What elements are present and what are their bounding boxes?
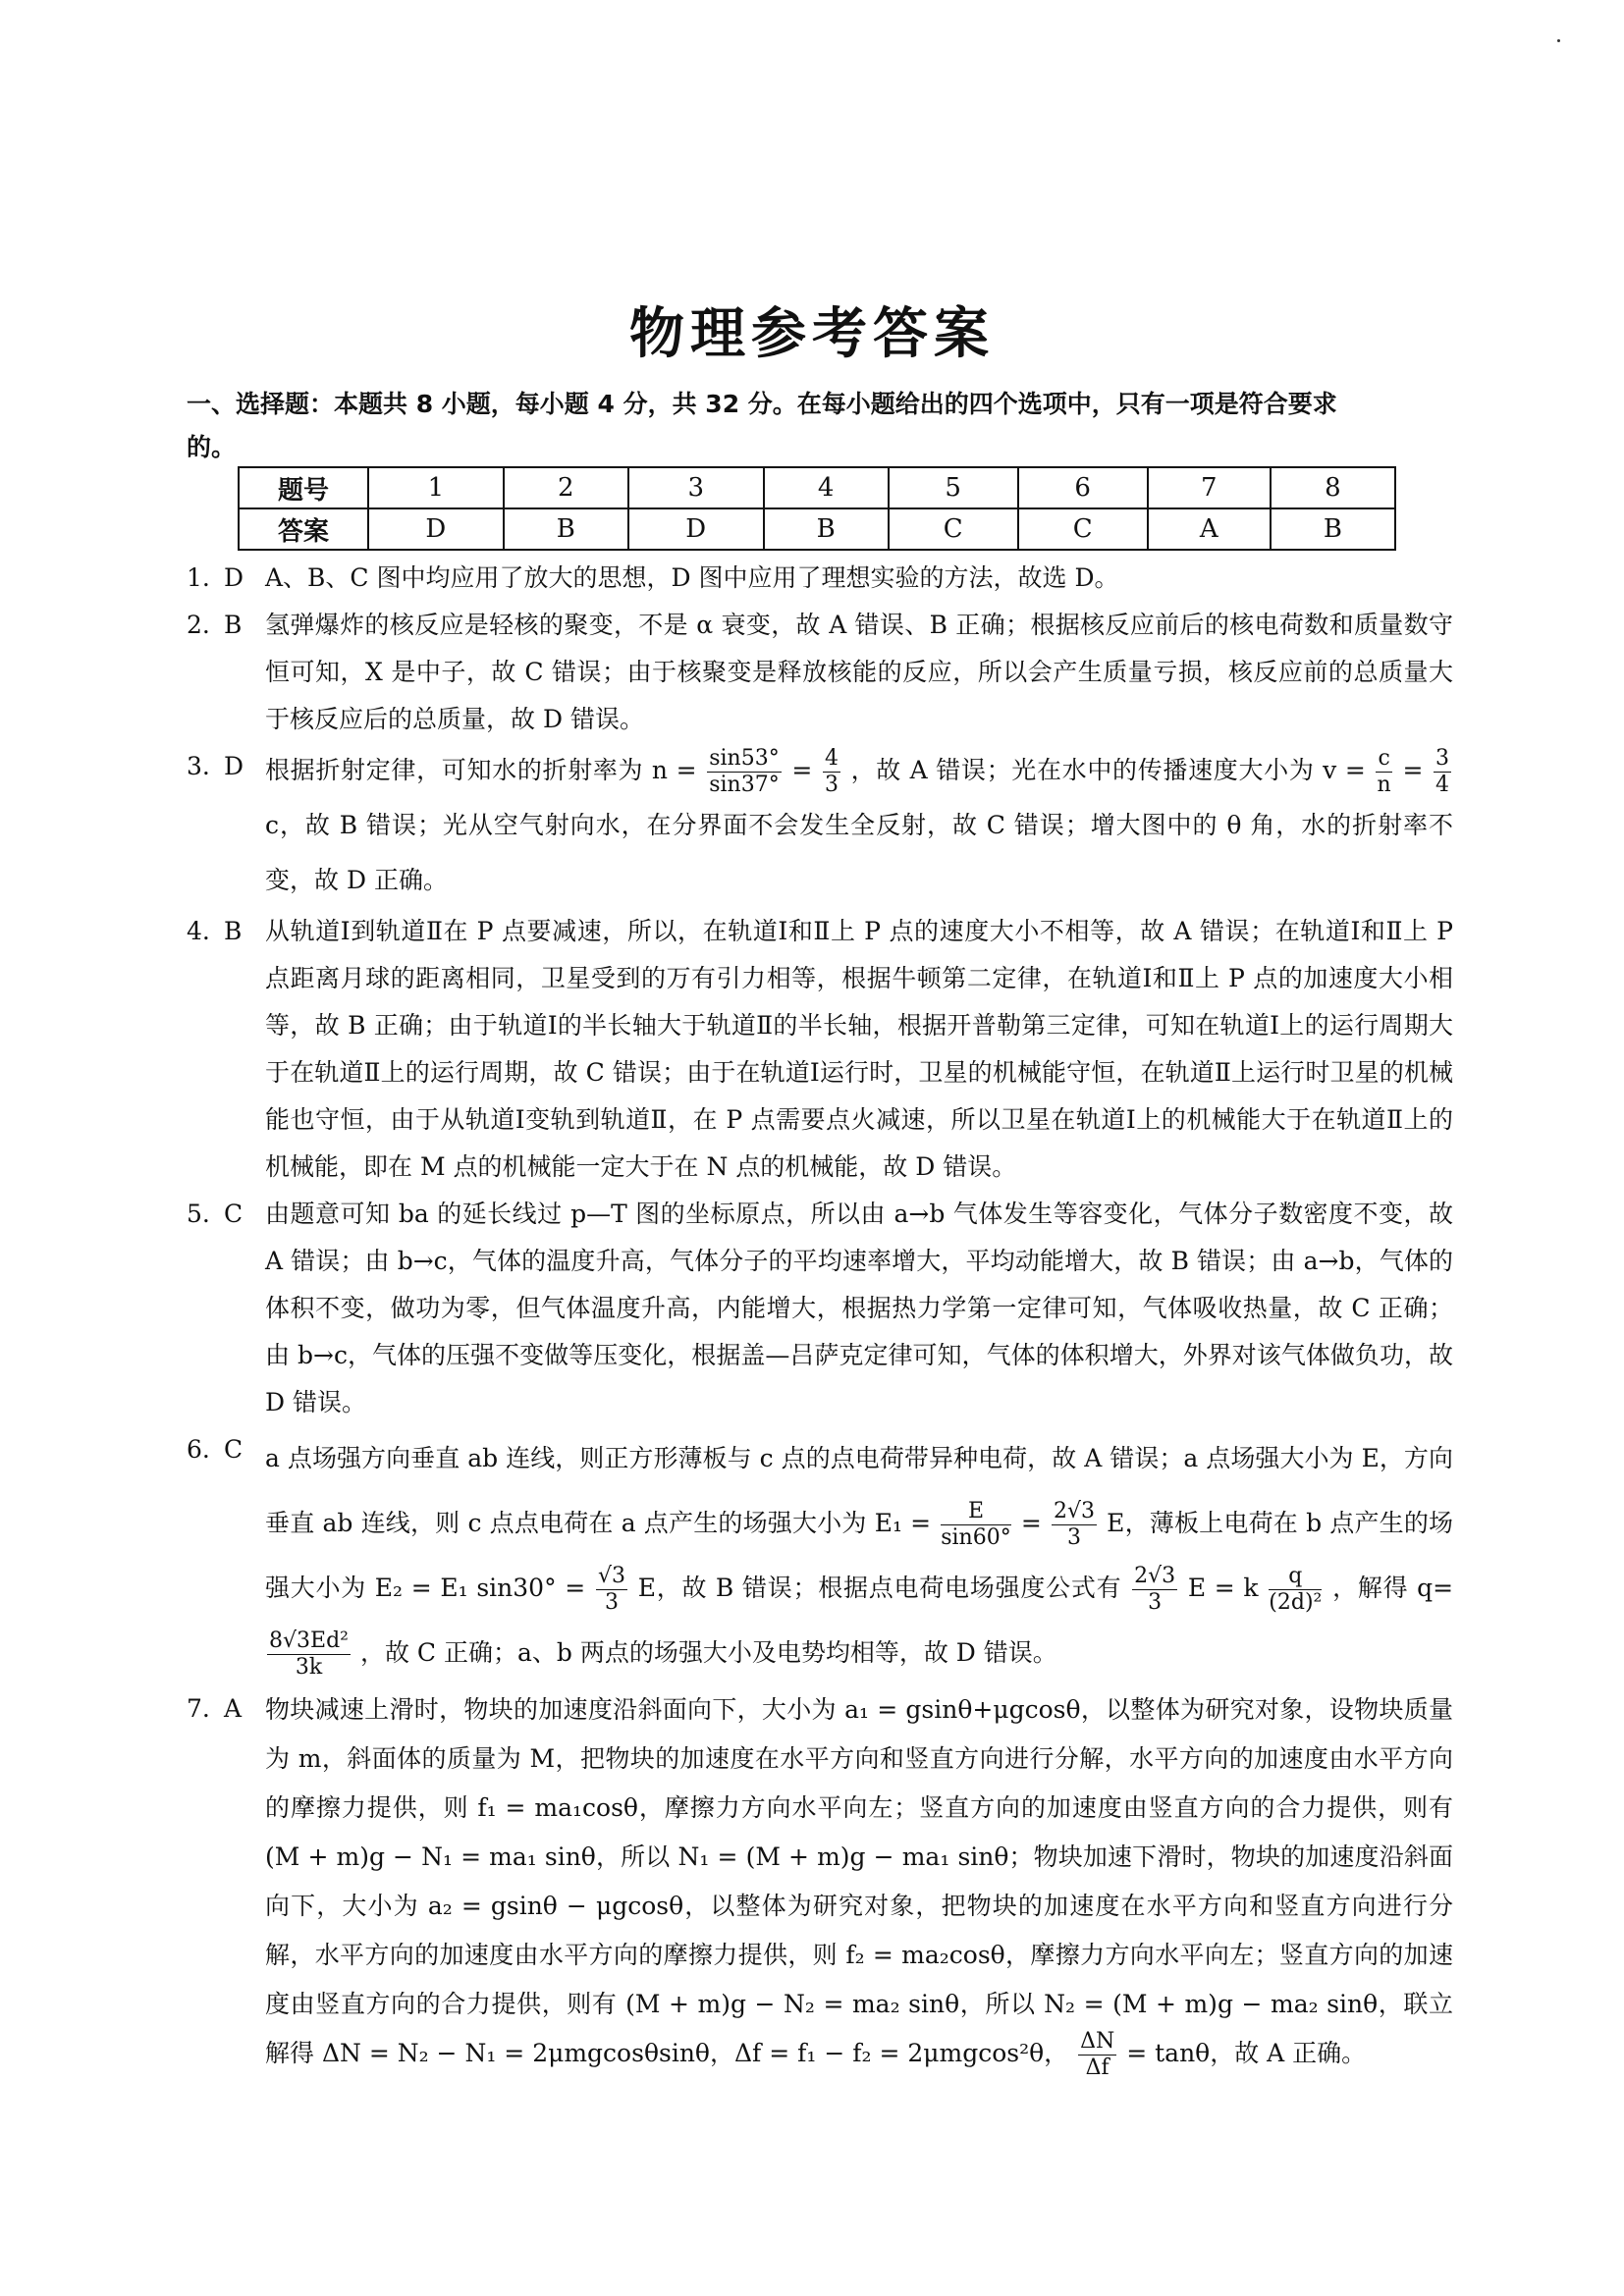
numerator: sin53° bbox=[709, 746, 780, 771]
item-number: 1. bbox=[187, 563, 210, 592]
answer-cell: B bbox=[504, 508, 628, 550]
question-number-cell: 5 bbox=[889, 467, 1018, 508]
item-answer: B bbox=[224, 611, 243, 639]
numerator: q bbox=[1269, 1564, 1322, 1590]
denominator: 3 bbox=[1148, 1590, 1163, 1615]
numerator: c bbox=[1378, 746, 1390, 771]
item-number: 5. bbox=[187, 1200, 210, 1228]
denominator: Δf bbox=[1085, 2056, 1110, 2080]
item-explanation bbox=[265, 1685, 1453, 2081]
section-heading-line-1: 一、选择题：本题共 8 小题，每小题 4 分，共 32 分。在每小题给出的四个选项中，只有一项是符合要求 bbox=[187, 390, 1337, 418]
numerator: ΔN bbox=[1080, 2029, 1115, 2054]
denominator: (2d)² bbox=[1269, 1590, 1323, 1615]
question-number-cell: 8 bbox=[1271, 467, 1395, 508]
answer-cell: C bbox=[889, 508, 1018, 550]
section-heading bbox=[187, 383, 1453, 469]
answer-row-label: 答案 bbox=[239, 508, 368, 550]
answer-cell: B bbox=[1271, 508, 1395, 550]
equals-sign: = bbox=[791, 756, 813, 784]
fraction bbox=[941, 1499, 1011, 1551]
answer-cell: A bbox=[1148, 508, 1271, 550]
number-row-label: 题号 bbox=[239, 467, 368, 508]
explanation-text: E = k bbox=[1187, 1574, 1259, 1602]
explanation-item-1 bbox=[187, 555, 1453, 602]
explanation-text: ，解得 q= bbox=[1332, 1574, 1454, 1602]
numerator: E bbox=[941, 1499, 1011, 1525]
explanation-item-6 bbox=[187, 1426, 1453, 1685]
explanation-text: c，故 B 错误；光从空气射向水，在分界面不会发生全反射，故 C 错误；增大图中的 θ 角，水的折射率不变，故 D 正确。 bbox=[265, 811, 1453, 894]
explanation-item-5 bbox=[187, 1191, 1453, 1426]
explanation-text: 根据折射定律，可知水的折射率为 n = bbox=[265, 756, 697, 784]
item-answer: D bbox=[224, 563, 244, 592]
numerator: 3 bbox=[1435, 746, 1450, 771]
explanation-text: a 点场强方向垂直 ab 连线，则正方形薄板与 c 点的点电荷带异种电荷，故 A 错误；a 点场强大小为 E，方向垂直 ab 连线，则 c 点点电荷在 a 点产生的场强大小为 E₁ = bbox=[265, 1444, 1453, 1537]
denominator: 3 bbox=[824, 773, 839, 797]
answer-cell: D bbox=[628, 508, 764, 550]
numerator: √3 bbox=[597, 1564, 625, 1588]
answer-cell: D bbox=[368, 508, 504, 550]
explanation-item-3 bbox=[187, 743, 1453, 908]
denominator: 3 bbox=[1066, 1525, 1081, 1550]
denominator: 3k bbox=[295, 1655, 323, 1680]
question-number-cell: 1 bbox=[368, 467, 504, 508]
item-answer: A bbox=[224, 1694, 243, 1723]
fraction bbox=[1269, 1564, 1322, 1616]
denominator: sin60° bbox=[941, 1525, 1011, 1550]
explanation-item-7 bbox=[187, 1685, 1453, 2081]
fraction bbox=[596, 1564, 627, 1616]
fraction bbox=[267, 1629, 351, 1681]
item-explanation: 由题意可知 ba 的延长线过 p—T 图的坐标原点，所以由 a→b 气体发生等容变化，气体分子数密度不变，故 A 错误；由 b→c，气体的温度升高，气体分子的平均速率增大，平均动能增大，故 B 错误；由 a→b，气体的体积不变，做功为零，但气体温度升高，内能增大，根据热力学第一定律可知，气体吸收热量，故 C 正确；由 b→c，气体的压强不变做等压变化，根据盖—吕萨克定律可知，气体的体积增大，外界对该气体做负功，故 D 错误。 bbox=[265, 1200, 1453, 1416]
fraction bbox=[1434, 746, 1451, 798]
answer-cell: B bbox=[764, 508, 889, 550]
explanation-item-2 bbox=[187, 602, 1453, 743]
fraction bbox=[707, 746, 782, 798]
fraction bbox=[1132, 1564, 1177, 1616]
explanation-text: E，薄板上电荷在 b 点产生的场强大小为 E₂ = E₁ sin30° = bbox=[265, 1509, 1454, 1602]
denominator: sin37° bbox=[709, 773, 780, 797]
explanation-text: ，故 C 正确；a、b 两点的场强大小及电势均相等，故 D 错误。 bbox=[359, 1638, 1057, 1667]
explanation-text: ，故 A 错误；光在水中的传播速度大小为 v = bbox=[850, 756, 1366, 784]
equals-sign: = bbox=[1020, 1509, 1042, 1537]
item-explanation bbox=[265, 743, 1453, 908]
equals-sign: = bbox=[1402, 756, 1424, 784]
item-answer: C bbox=[224, 1435, 244, 1464]
answer-table bbox=[238, 466, 1396, 551]
question-number-cell: 7 bbox=[1148, 467, 1271, 508]
scan-speck bbox=[1557, 39, 1560, 42]
section-heading-line-2: 的。 bbox=[187, 433, 237, 461]
item-number: 4. bbox=[187, 917, 210, 945]
item-number: 2. bbox=[187, 611, 210, 639]
answer-table-answer-row bbox=[239, 508, 1395, 550]
item-explanation: 氢弹爆炸的核反应是轻核的聚变，不是 α 衰变，故 A 错误、B 正确；根据核反应前后的核电荷数和质量数守恒可知，X 是中子，故 C 错误；由于核聚变是释放核能的反应，所以会产生质量亏损，核反应前的总质量大于核反应后的总质量，故 D 错误。 bbox=[265, 611, 1453, 733]
explanation-text: E，故 B 错误；根据点电荷电场强度公式有 bbox=[637, 1574, 1122, 1602]
item-explanation: 从轨道Ⅰ到轨道Ⅱ在 P 点要减速，所以，在轨道Ⅰ和Ⅱ上 P 点的速度大小不相等，故 A 错误；在轨道Ⅰ和Ⅱ上 P 点距离月球的距离相同，卫星受到的万有引力相等，根据牛顿第二定律，在轨道Ⅰ和Ⅱ上 P 点的加速度大小相等，故 B 正确；由于轨道Ⅰ的半长轴大于轨道Ⅱ的半长轴，根据开普勒第三定律，可知在轨道Ⅰ上的运行周期大于在轨道Ⅱ上的运行周期，故 C 错误；由于在轨道Ⅰ运行时，卫星的机械能守恒，在轨道Ⅱ上运行时卫星的机械能也守恒，由于从轨道Ⅰ变轨到轨道Ⅱ，在 P 点需要点火减速，所以卫星在轨道Ⅰ上的机械能大于在轨道Ⅱ上的机械能，即在 M 点的机械能一定大于在 N 点的机械能，故 D 错误。 bbox=[265, 917, 1453, 1181]
numerator: 8√3Ed² bbox=[269, 1629, 349, 1653]
numerator: 4 bbox=[824, 746, 839, 771]
item-number: 3. bbox=[187, 752, 210, 780]
item-number: 7. bbox=[187, 1694, 210, 1723]
explanations-list bbox=[187, 555, 1453, 2081]
item-explanation: A、B、C 图中均应用了放大的思想，D 图中应用了理想实验的方法，故选 D。 bbox=[265, 563, 1119, 592]
item-explanation bbox=[265, 1426, 1453, 1685]
answer-cell: C bbox=[1018, 508, 1148, 550]
item-number: 6. bbox=[187, 1435, 210, 1464]
page-title: 物理参考答案 bbox=[629, 302, 995, 366]
denominator: 4 bbox=[1435, 773, 1450, 797]
denominator: 3 bbox=[604, 1590, 619, 1615]
fraction bbox=[1052, 1499, 1097, 1551]
denominator: n bbox=[1377, 773, 1391, 797]
question-number-cell: 3 bbox=[628, 467, 764, 508]
item-answer: C bbox=[224, 1200, 244, 1228]
numerator: 2√3 bbox=[1134, 1564, 1176, 1588]
question-number-cell: 6 bbox=[1018, 467, 1148, 508]
item-answer: D bbox=[224, 752, 244, 780]
numerator: 2√3 bbox=[1053, 1499, 1095, 1523]
answer-table-number-row bbox=[239, 467, 1395, 508]
question-number-cell: 2 bbox=[504, 467, 628, 508]
item-answer: B bbox=[224, 917, 243, 945]
fraction bbox=[1078, 2029, 1116, 2081]
fraction bbox=[823, 746, 840, 798]
explanation-text: 物块减速上滑时，物块的加速度沿斜面向下，大小为 a₁ = gsinθ+μgcosθ，以整体为研究对象，设物块质量为 m，斜面体的质量为 M，把物块的加速度在水平方向和竖直方向进行分解，水平方向的加速度由水平方向的摩擦力提供，则 f₁ = ma₁cosθ，摩擦力方向水平向左；竖直方向的加速度由竖直方向的合力提供，则有 (M + m)g − N₁ = ma₁ sinθ，所以 N₁ = (M + m)g − ma₁ sinθ；物块加速下滑时，物块的加速度沿斜面向下，大小为 a₂ = gsinθ − μgcosθ，以整体为研究对象，把物块的加速度在水平方向和竖直方向进行分解，水平方向的加速度由水平方向的摩擦力提供，则 f₂ = ma₂cosθ，摩擦力方向水平向左；竖直方向的加速度由竖直方向的合力提供，则有 (M + m)g − N₂ = ma₂ sinθ，所以 N₂ = (M + m)g − ma₂ sinθ，联立解得 ΔN = N₂ − N₁ = 2μmgcosθsinθ，Δf = f₁ − f₂ = 2μmgcos²θ， bbox=[265, 1695, 1453, 2067]
explanation-text: = tanθ，故 A 正确。 bbox=[1126, 2039, 1367, 2067]
question-number-cell: 4 bbox=[764, 467, 889, 508]
explanation-item-4 bbox=[187, 908, 1453, 1191]
fraction bbox=[1376, 746, 1391, 798]
